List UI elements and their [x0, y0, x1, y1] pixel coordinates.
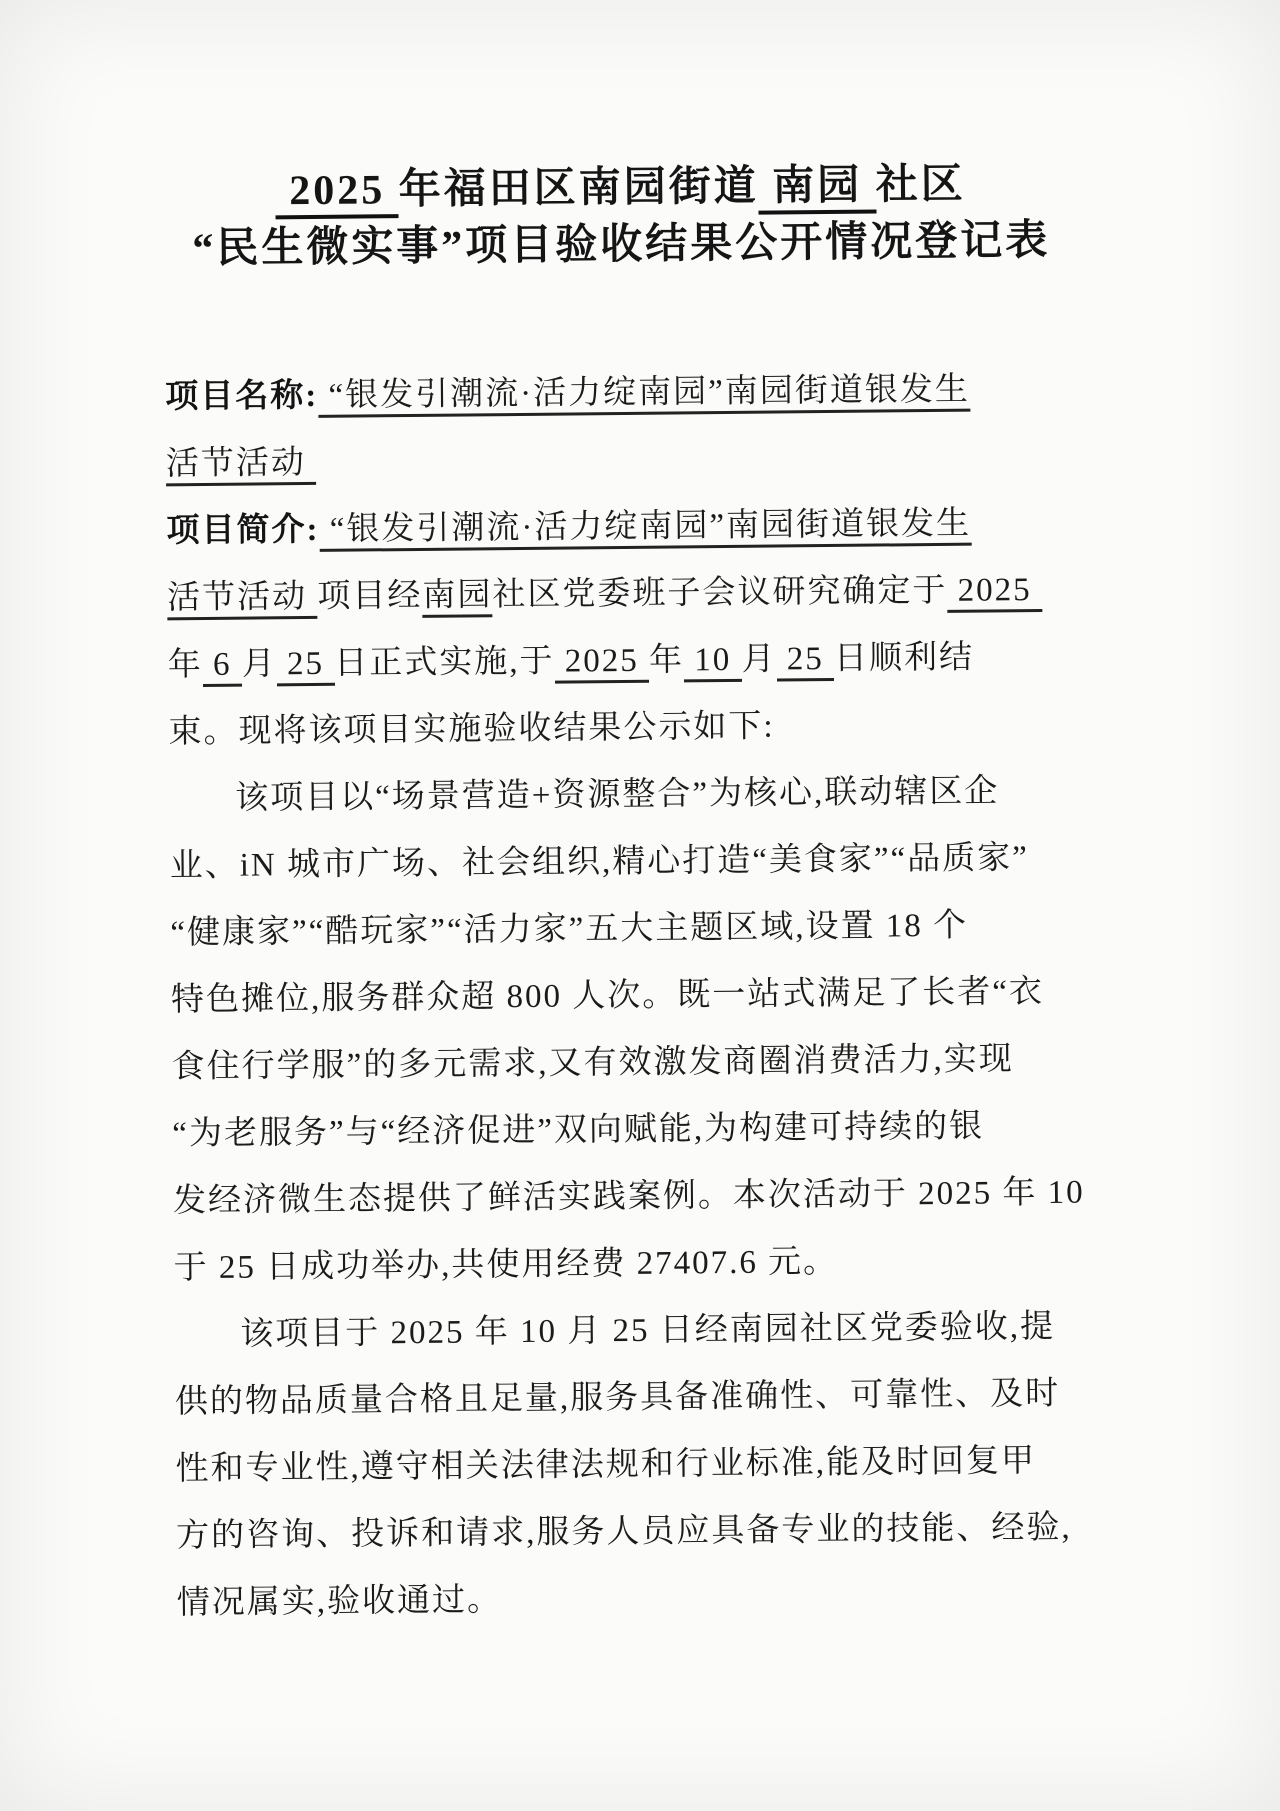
document-body — [165, 356, 1092, 1638]
text-segment: 业、iN 城市广场、社会组织,精心打造“美食家”“品质家” — [169, 840, 1029, 885]
text-line — [170, 892, 1086, 968]
text-segment: 特色摊位,服务群众超 800 人次。既一站式满足了长者“衣 — [170, 973, 1045, 1019]
document-page — [163, 156, 1092, 1638]
text-line — [169, 825, 1085, 901]
text-line — [171, 1026, 1087, 1102]
text-line — [165, 356, 1081, 432]
text-line — [168, 624, 1084, 700]
text-segment: “民生微实事”项目验收结果公开情况登记表 — [192, 217, 1051, 273]
filled-blank: 南园 — [759, 163, 876, 215]
text-segment: 月 — [741, 641, 777, 678]
text-segment: 年 — [648, 642, 685, 679]
text-line — [175, 1361, 1091, 1437]
text-segment: 月 — [241, 646, 277, 683]
filled-blank: 2025 — [276, 167, 399, 219]
filled-blank: 25 — [776, 641, 834, 682]
text-segment: “为老服务”与“经济促进”双向赋能,为构建可持续的银 — [172, 1108, 985, 1153]
filled-blank: 南园 — [422, 577, 492, 618]
filled-blank: 2025 — [554, 643, 649, 684]
text-segment: 方的咨询、投诉和请求,服务人员应具备专业的技能、经验, — [176, 1509, 1072, 1555]
text-segment: “健康家”“酷玩家”“活力家”五大主题区域,设置 18 个 — [170, 907, 969, 952]
text-segment: 该项目于 2025 年 10 月 25 日经南园社区党委验收,提 — [240, 1308, 1056, 1353]
filled-blank: 10 — [684, 642, 742, 683]
filled-blank: 2025 — [947, 572, 1042, 613]
text-segment: 食住行学服”的多元需求,又有效激发商圈消费活力,实现 — [171, 1041, 1014, 1086]
text-segment: 年福田区南园街道 — [398, 163, 759, 214]
text-line — [166, 423, 1082, 499]
text-line — [173, 1160, 1089, 1236]
text-segment: 年 — [167, 647, 204, 684]
filled-blank: 25 — [277, 646, 335, 687]
filled-blank: “银发引潮流·活力绽南园”南园街道银发生 — [318, 372, 970, 418]
filled-blank: 活节活动 — [167, 579, 318, 620]
text-segment: 日正式实施,于 — [334, 643, 555, 682]
text-segment: 社区党委班子会议研究确定于 — [492, 572, 948, 614]
text-line — [172, 1093, 1088, 1169]
field-label: 项目名称: — [165, 377, 319, 416]
text-segment: 该项目以“场景营造+资源整合”为核心,联动辖区企 — [234, 773, 1000, 817]
text-segment: 性和专业性,遵守相关法律法规和行业标准,能及时回复甲 — [175, 1443, 1037, 1488]
text-segment: 日顺利结 — [833, 639, 975, 677]
text-segment: 供的物品质量合格且足量,服务具备准确性、可靠性、及时 — [174, 1375, 1061, 1421]
text-line — [173, 1227, 1089, 1303]
title-line — [163, 156, 1079, 222]
filled-blank: 活节活动 — [166, 445, 317, 486]
title-line — [164, 213, 1080, 279]
text-line — [169, 758, 1085, 834]
text-line — [177, 1562, 1093, 1638]
filled-blank: 6 — [203, 647, 242, 687]
field-label: 项目简介: — [166, 511, 320, 550]
text-segment: 项目经 — [317, 577, 423, 615]
document-title — [163, 156, 1079, 279]
text-line — [176, 1495, 1092, 1571]
text-line — [166, 490, 1082, 566]
text-segment: 情况属实,验收通过。 — [176, 1582, 503, 1622]
text-line — [168, 691, 1084, 767]
text-line — [171, 959, 1087, 1035]
text-segment: 束。现将该项目实施验收结果公示如下: — [168, 708, 775, 751]
text-segment: 发经济微生态提供了鲜活实践案例。本次活动于 2025 年 10 — [172, 1174, 1085, 1220]
text-line — [167, 557, 1083, 633]
text-segment: 于 25 日成功举办,共使用经费 27407.6 元。 — [173, 1243, 839, 1287]
text-segment: 社区 — [875, 161, 966, 209]
text-line — [175, 1428, 1091, 1504]
filled-blank: “银发引潮流·活力绽南园”南园街道银发生 — [319, 506, 971, 552]
text-line — [174, 1294, 1090, 1370]
